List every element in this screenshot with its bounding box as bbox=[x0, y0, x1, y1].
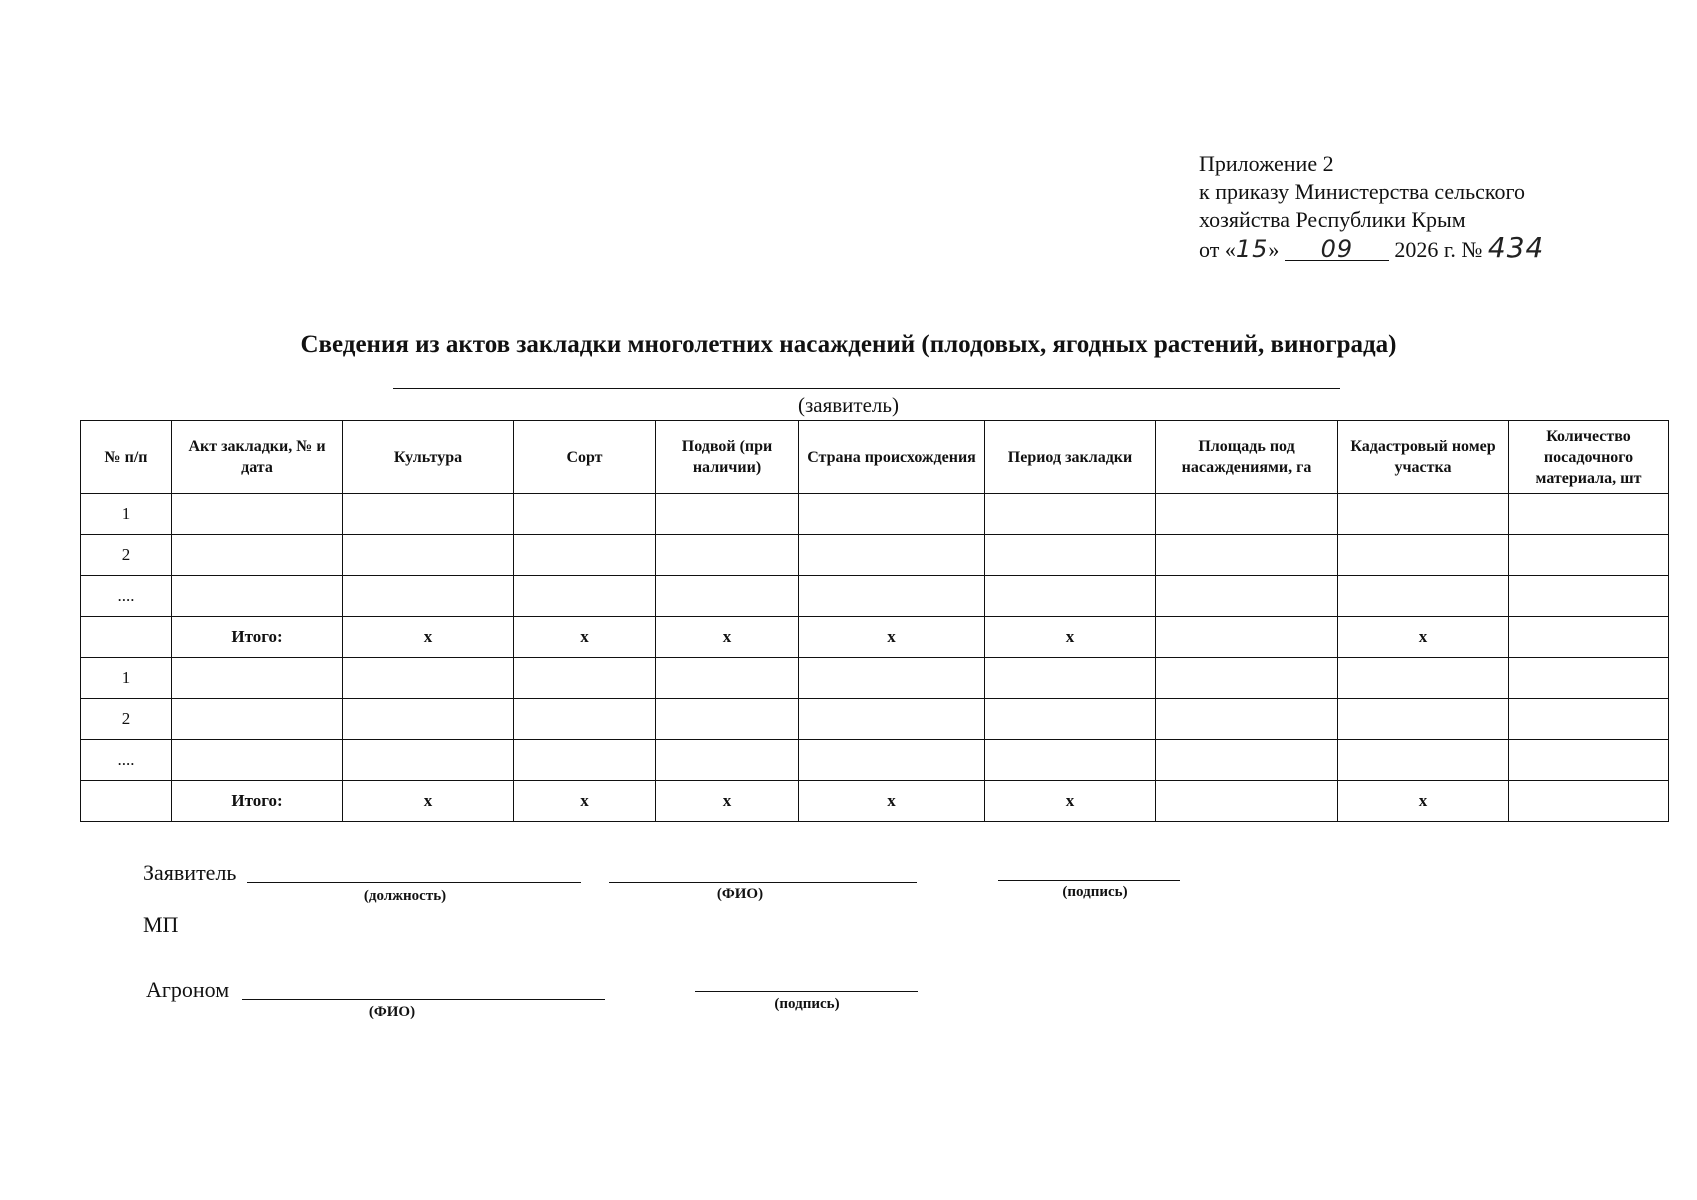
table-cell[interactable] bbox=[343, 658, 514, 699]
table-cell[interactable] bbox=[1338, 535, 1509, 576]
table-cell[interactable] bbox=[1156, 781, 1338, 822]
table-cell[interactable] bbox=[1338, 494, 1509, 535]
date-year: 2026 г. № bbox=[1394, 237, 1483, 262]
appendix-title: Приложение 2 bbox=[1199, 151, 1334, 176]
table-cell[interactable] bbox=[799, 494, 985, 535]
table-cell[interactable] bbox=[514, 576, 656, 617]
order-number-handwritten: 434 bbox=[1487, 231, 1545, 264]
column-header: Количество посадочного материала, шт bbox=[1509, 421, 1669, 494]
table-cell[interactable] bbox=[1156, 535, 1338, 576]
table-cell[interactable] bbox=[985, 535, 1156, 576]
position-caption: (должность) bbox=[363, 888, 447, 904]
table-cell[interactable] bbox=[1509, 535, 1669, 576]
table-cell[interactable] bbox=[799, 535, 985, 576]
table-cell[interactable] bbox=[1156, 617, 1338, 658]
table-cell[interactable] bbox=[985, 740, 1156, 781]
table-cell[interactable] bbox=[172, 576, 343, 617]
table-cell[interactable] bbox=[799, 576, 985, 617]
table-cell[interactable] bbox=[514, 699, 656, 740]
table-header-row bbox=[81, 421, 1669, 494]
table-cell[interactable] bbox=[1509, 740, 1669, 781]
table-cell[interactable] bbox=[656, 740, 799, 781]
fio-caption: (ФИО) bbox=[716, 886, 764, 902]
table-row bbox=[81, 535, 1669, 576]
table-cell[interactable] bbox=[81, 781, 172, 822]
table-cell[interactable] bbox=[656, 494, 799, 535]
table-cell[interactable]: х bbox=[656, 781, 799, 822]
table-cell[interactable]: .... bbox=[81, 576, 172, 617]
agronomist-label: Агроном bbox=[146, 977, 230, 1002]
column-header: Культура bbox=[343, 421, 514, 494]
table-cell[interactable] bbox=[1509, 699, 1669, 740]
appendix-order-line: к приказу Министерства сельского bbox=[1199, 179, 1525, 204]
table-cell[interactable] bbox=[1509, 576, 1669, 617]
column-header: Сорт bbox=[514, 421, 656, 494]
agronomist-signature-caption: (подпись) bbox=[774, 996, 840, 1012]
table-cell[interactable] bbox=[172, 494, 343, 535]
table-cell[interactable] bbox=[1509, 617, 1669, 658]
table-cell[interactable] bbox=[1509, 781, 1669, 822]
table-cell[interactable] bbox=[343, 535, 514, 576]
table-row bbox=[81, 576, 1669, 617]
table-cell[interactable] bbox=[1156, 699, 1338, 740]
table-cell[interactable] bbox=[1509, 494, 1669, 535]
table-cell[interactable] bbox=[656, 576, 799, 617]
table-row bbox=[81, 658, 1669, 699]
table-cell[interactable] bbox=[985, 576, 1156, 617]
table-cell[interactable] bbox=[1338, 576, 1509, 617]
agronomist-fio-line bbox=[242, 999, 605, 1000]
table-cell[interactable]: х bbox=[1338, 617, 1509, 658]
table-cell[interactable] bbox=[985, 699, 1156, 740]
table-cell[interactable] bbox=[343, 576, 514, 617]
signature-caption: (подпись) bbox=[1062, 884, 1128, 900]
table-cell[interactable] bbox=[799, 740, 985, 781]
table-cell[interactable] bbox=[799, 658, 985, 699]
applicant-fill-line bbox=[393, 388, 1340, 389]
column-header: Период закладки bbox=[985, 421, 1156, 494]
date-quote-close: » bbox=[1268, 237, 1280, 262]
appendix-date-line bbox=[1199, 231, 1545, 264]
table-cell[interactable] bbox=[172, 535, 343, 576]
table-cell[interactable]: 2 bbox=[81, 699, 172, 740]
table-cell[interactable] bbox=[1156, 658, 1338, 699]
table-cell[interactable] bbox=[656, 658, 799, 699]
appendix-header bbox=[1199, 150, 1544, 264]
table-cell[interactable]: х bbox=[656, 617, 799, 658]
table-cell[interactable]: х bbox=[799, 617, 985, 658]
table-row bbox=[81, 617, 1669, 658]
appendix-ministry-line: хозяйства Республики Крым bbox=[1199, 207, 1466, 232]
table-body bbox=[81, 494, 1669, 822]
table-cell[interactable] bbox=[1509, 658, 1669, 699]
column-header: Кадастровый номер участка bbox=[1338, 421, 1509, 494]
position-line bbox=[247, 882, 581, 883]
table-row bbox=[81, 781, 1669, 822]
table-cell[interactable]: .... bbox=[81, 740, 172, 781]
date-prefix: от « bbox=[1199, 237, 1236, 262]
signature-line bbox=[998, 880, 1180, 881]
table-cell[interactable] bbox=[514, 494, 656, 535]
table-cell[interactable] bbox=[514, 535, 656, 576]
column-header: Страна происхождения bbox=[799, 421, 985, 494]
table-cell[interactable] bbox=[1156, 740, 1338, 781]
table-cell[interactable] bbox=[172, 699, 343, 740]
table-cell[interactable] bbox=[514, 658, 656, 699]
agronomist-signature-line bbox=[695, 991, 918, 992]
table-cell[interactable]: Итого: bbox=[172, 781, 343, 822]
table-cell[interactable]: х bbox=[1338, 781, 1509, 822]
table-cell[interactable]: х bbox=[799, 781, 985, 822]
table-cell[interactable] bbox=[1156, 494, 1338, 535]
table-cell[interactable] bbox=[1338, 740, 1509, 781]
applicant-label: Заявитель bbox=[143, 860, 237, 885]
table-row bbox=[81, 699, 1669, 740]
table-cell[interactable] bbox=[172, 740, 343, 781]
table-cell[interactable]: х bbox=[514, 781, 656, 822]
table-cell[interactable] bbox=[81, 617, 172, 658]
table-cell[interactable] bbox=[343, 740, 514, 781]
table-cell[interactable]: х bbox=[985, 617, 1156, 658]
table-cell[interactable] bbox=[985, 494, 1156, 535]
table-cell[interactable]: Итого: bbox=[172, 617, 343, 658]
table-row bbox=[81, 740, 1669, 781]
applicant-caption: (заявитель) bbox=[798, 393, 899, 417]
date-month-handwritten: 09 bbox=[1285, 238, 1389, 261]
plantings-table bbox=[80, 420, 1669, 822]
table-cell[interactable] bbox=[1338, 699, 1509, 740]
table-cell[interactable]: х bbox=[985, 781, 1156, 822]
seal-label: МП bbox=[143, 912, 179, 937]
table-cell[interactable] bbox=[1338, 658, 1509, 699]
fio-line bbox=[609, 882, 917, 883]
table-cell[interactable]: 2 bbox=[81, 535, 172, 576]
table-cell[interactable]: 1 bbox=[81, 494, 172, 535]
table-cell[interactable] bbox=[799, 699, 985, 740]
table-cell[interactable] bbox=[656, 535, 799, 576]
table-cell[interactable] bbox=[343, 699, 514, 740]
column-header: Подвой (при наличии) bbox=[656, 421, 799, 494]
column-header: № п/п bbox=[81, 421, 172, 494]
column-header: Акт закладки, № и дата bbox=[172, 421, 343, 494]
table-cell[interactable] bbox=[1156, 576, 1338, 617]
table-cell[interactable] bbox=[343, 494, 514, 535]
table-cell[interactable]: х bbox=[514, 617, 656, 658]
column-header: Площадь под насаждениями, га bbox=[1156, 421, 1338, 494]
table-cell[interactable] bbox=[514, 740, 656, 781]
table-cell[interactable] bbox=[172, 658, 343, 699]
table-cell[interactable] bbox=[985, 658, 1156, 699]
table-cell[interactable]: 1 bbox=[81, 658, 172, 699]
document-title: Сведения из актов закладки многолетних насаждений (плодовых, ягодных растений, винограда) bbox=[300, 331, 1397, 358]
table-cell[interactable] bbox=[656, 699, 799, 740]
date-day-handwritten: 15 bbox=[1235, 235, 1269, 263]
table-cell[interactable]: х bbox=[343, 781, 514, 822]
table-cell[interactable]: х bbox=[343, 617, 514, 658]
agronomist-fio-caption: (ФИО) bbox=[368, 1004, 416, 1020]
table-row bbox=[81, 494, 1669, 535]
